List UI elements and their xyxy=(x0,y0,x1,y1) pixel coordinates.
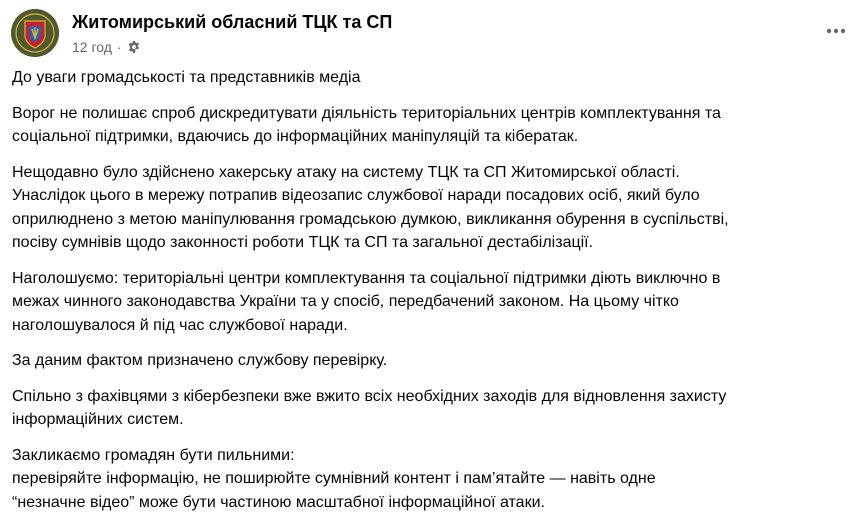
post-text-line: Ворог не полишає спроб дискредитувати діяльність територіальних центрів комплектування та xyxy=(12,104,721,122)
meta-separator: · xyxy=(116,39,122,55)
post-paragraph xyxy=(12,385,858,432)
post-text-line: Закликаємо громадян бути пильними: xyxy=(12,446,295,464)
post-paragraph xyxy=(12,102,858,149)
settings-gear-icon[interactable] xyxy=(127,40,141,54)
post-text-line: посіву сумнівів щодо законності роботи ТЦК та СП та загальної дестабілізації. xyxy=(12,234,594,251)
post-timestamp[interactable]: 12 год xyxy=(72,39,112,55)
post-paragraph xyxy=(12,444,858,515)
more-horizontal-icon xyxy=(826,28,846,34)
post-text-line: оприлюднено з метою маніпулювання громадською думкою, викликання обурення в суспільстві, xyxy=(12,210,729,228)
post-text-line: соціальної підтримки, вдаючись до інформаційних маніпуляцій та кібератак. xyxy=(12,128,579,145)
post-text-line: Унаслідок цього в мережу потрапив відеозапис службової наради посадових осіб, який було xyxy=(12,187,700,204)
page-avatar[interactable] xyxy=(11,9,59,57)
post-text-line: Нещодавно було здійснено хакерську атаку на систему ТЦК та СП Житомирської області. xyxy=(12,163,680,181)
post-paragraph xyxy=(12,267,858,338)
post-text-line: “незначне відео” може бути частиною масштабної інформаційної атаки. xyxy=(12,493,545,511)
post-text-line: інформаційних систем. xyxy=(12,411,184,428)
post-meta xyxy=(72,38,141,56)
post-text-line: За даним фактом призначено службову перевірку. xyxy=(12,352,388,369)
more-options-button[interactable] xyxy=(818,13,854,49)
post-paragraph xyxy=(12,66,858,90)
post-paragraph xyxy=(12,349,858,373)
post-text-line: наголошувалося й під час службової наради. xyxy=(12,316,348,334)
post-text-line: межах чинного законодавства України та у спосіб, передбачений законом. На цьому чітко xyxy=(12,293,679,310)
post-body xyxy=(12,66,858,526)
post-text-line: Наголошуємо: територіальні центри комплектування та соціальної підтримки діють виключно в xyxy=(12,269,721,287)
emblem-logo-icon xyxy=(11,9,59,57)
post-text-line: До уваги громадськості та представників медіа xyxy=(12,69,361,86)
post-header xyxy=(11,9,856,57)
post-paragraph xyxy=(12,161,858,255)
post-text-line: Спільно з фахівцями з кібербезпеки вже вжито всіх необхідних заходів для відновлення захисту xyxy=(12,387,727,405)
page-name-link[interactable]: Житомирський обласний ТЦК та СП xyxy=(72,12,393,32)
post-text-line: перевіряйте інформацію, не поширюйте сумнівний контент і пам’ятайте — навіть одне xyxy=(12,470,656,487)
